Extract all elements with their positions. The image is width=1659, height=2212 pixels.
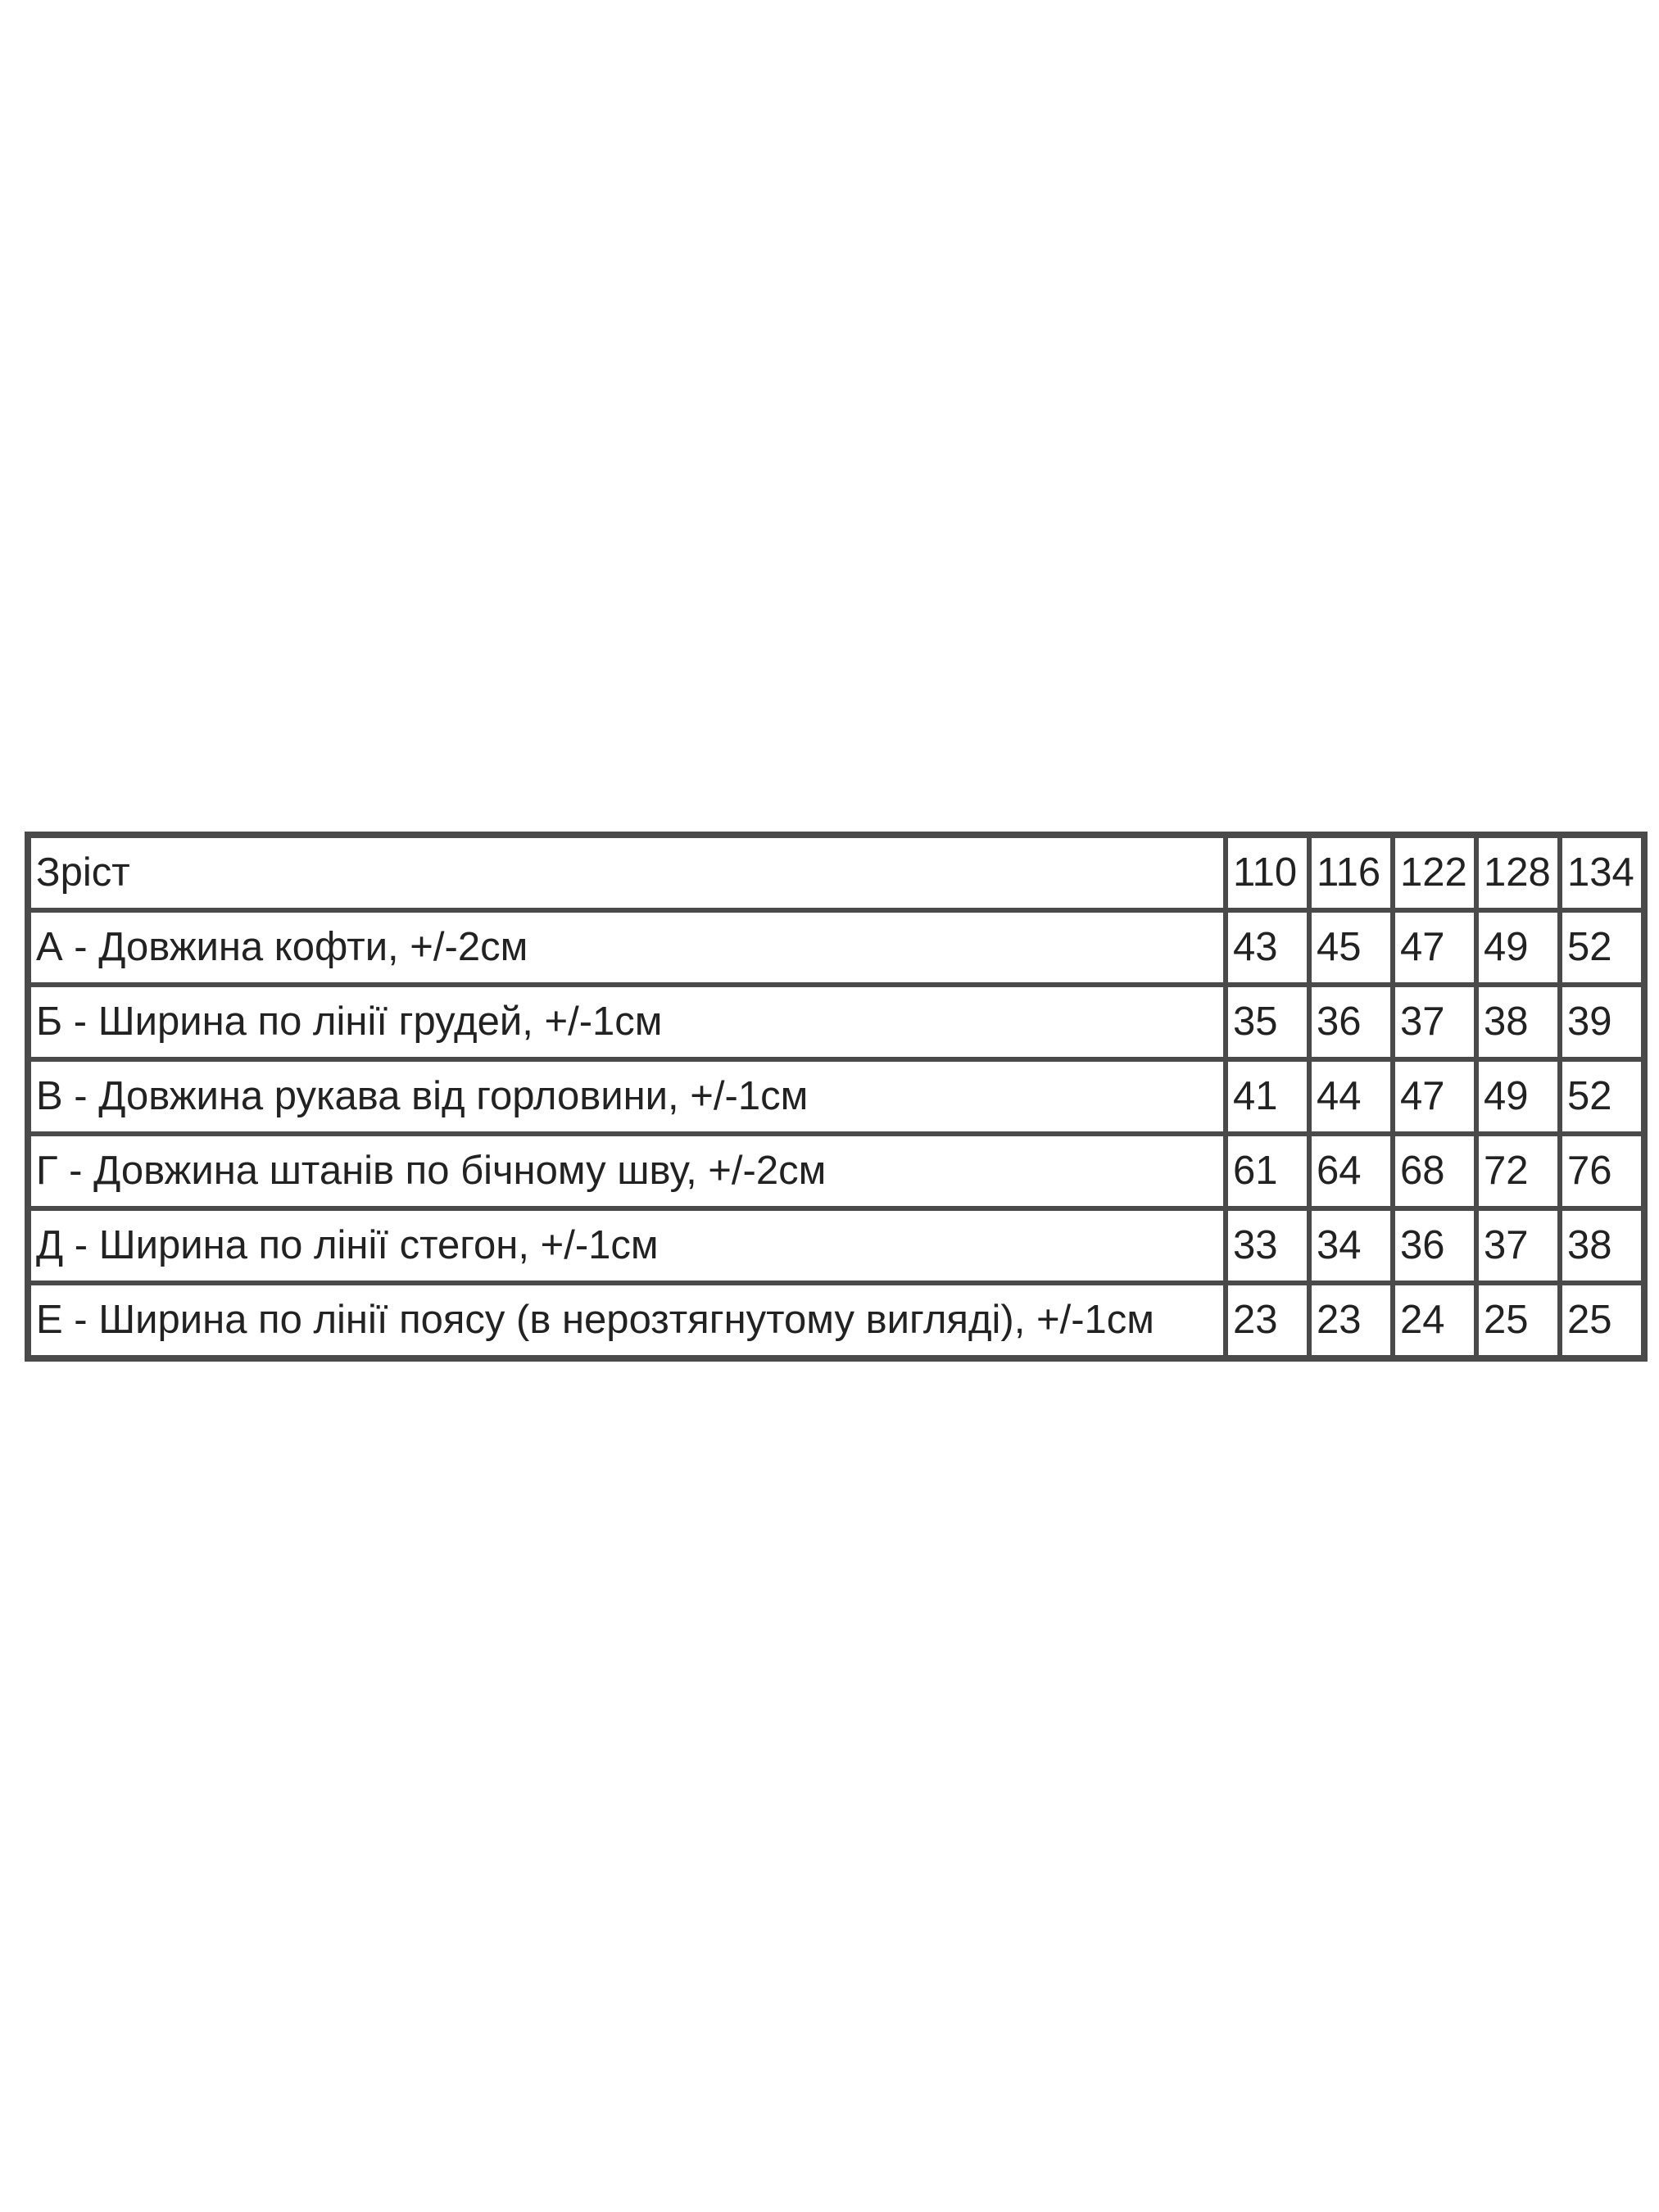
measurement-value-cell: 44 <box>1309 1059 1393 1134</box>
measurement-value-cell: 76 <box>1560 1134 1643 1208</box>
measurement-value-cell: 47 <box>1393 1059 1476 1134</box>
measurement-label-cell: А - Довжина кофти, +/-2см <box>29 910 1226 985</box>
table-header-row <box>29 836 1643 910</box>
measurement-value-cell: 37 <box>1393 985 1476 1059</box>
measurement-value-cell: 47 <box>1393 910 1476 985</box>
measurement-label-cell: Г - Довжина штанів по бічному шву, +/-2см <box>29 1134 1226 1208</box>
measurement-value-cell: 24 <box>1393 1283 1476 1358</box>
measurement-value-cell: 34 <box>1309 1208 1393 1283</box>
measurement-value-cell: 52 <box>1560 910 1643 985</box>
table-row <box>29 910 1643 985</box>
measurement-value-cell: 36 <box>1309 985 1393 1059</box>
size-header-cell: 134 <box>1560 836 1643 910</box>
height-header-cell: Зріст <box>29 836 1226 910</box>
measurement-value-cell: 72 <box>1476 1134 1560 1208</box>
measurement-value-cell: 23 <box>1309 1283 1393 1358</box>
measurement-value-cell: 68 <box>1393 1134 1476 1208</box>
table-row <box>29 1134 1643 1208</box>
measurement-value-cell: 38 <box>1560 1208 1643 1283</box>
measurement-label-cell: Б - Ширина по лінії грудей, +/-1см <box>29 985 1226 1059</box>
size-header-cell: 116 <box>1309 836 1393 910</box>
measurement-value-cell: 38 <box>1476 985 1560 1059</box>
measurement-value-cell: 25 <box>1476 1283 1560 1358</box>
measurement-value-cell: 37 <box>1476 1208 1560 1283</box>
size-header-cell: 122 <box>1393 836 1476 910</box>
size-header-cell: 128 <box>1476 836 1560 910</box>
table-row <box>29 1208 1643 1283</box>
table-row <box>29 985 1643 1059</box>
measurement-value-cell: 39 <box>1560 985 1643 1059</box>
measurement-value-cell: 52 <box>1560 1059 1643 1134</box>
measurement-value-cell: 43 <box>1226 910 1309 985</box>
measurement-label-cell: В - Довжина рукава від горловини, +/-1см <box>29 1059 1226 1134</box>
measurement-value-cell: 49 <box>1476 910 1560 985</box>
table-row <box>29 1059 1643 1134</box>
measurement-value-cell: 41 <box>1226 1059 1309 1134</box>
measurement-value-cell: 45 <box>1309 910 1393 985</box>
measurement-value-cell: 33 <box>1226 1208 1309 1283</box>
measurement-value-cell: 64 <box>1309 1134 1393 1208</box>
size-chart-table <box>25 832 1648 1362</box>
size-header-cell: 110 <box>1226 836 1309 910</box>
table-row <box>29 1283 1643 1358</box>
measurement-value-cell: 36 <box>1393 1208 1476 1283</box>
measurement-label-cell: Д - Ширина по лінії стегон, +/-1см <box>29 1208 1226 1283</box>
measurement-value-cell: 49 <box>1476 1059 1560 1134</box>
measurement-value-cell: 61 <box>1226 1134 1309 1208</box>
measurement-value-cell: 35 <box>1226 985 1309 1059</box>
measurement-label-cell: Е - Ширина по лінії поясу (в нерозтягнутому вигляді), +/-1см <box>29 1283 1226 1358</box>
measurement-value-cell: 23 <box>1226 1283 1309 1358</box>
measurement-value-cell: 25 <box>1560 1283 1643 1358</box>
